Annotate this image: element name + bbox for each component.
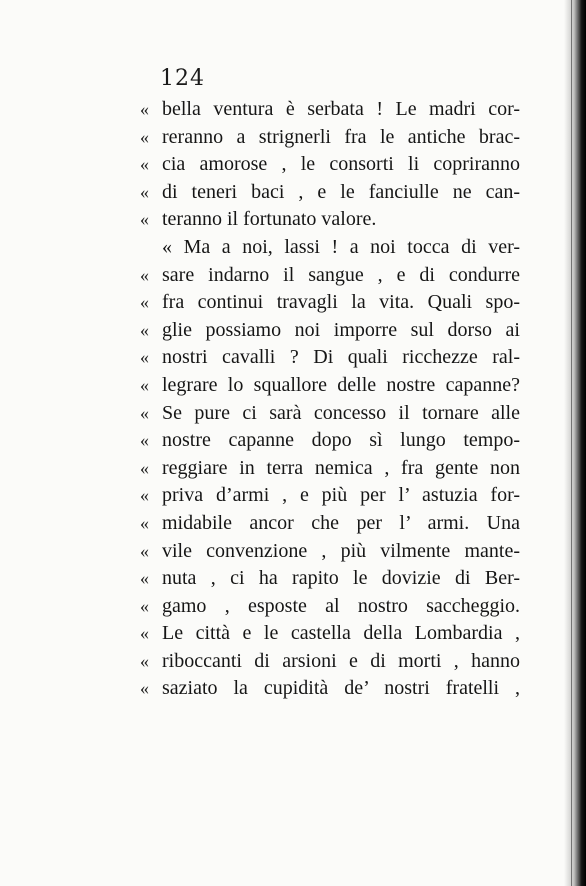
text-line bbox=[140, 510, 520, 538]
line-text: fra continui travagli la vita. Quali spo- bbox=[162, 291, 520, 314]
quote-mark: « bbox=[140, 209, 149, 230]
quote-mark: « bbox=[140, 678, 149, 699]
text-line bbox=[140, 124, 520, 152]
line-text: nostri cavalli ? Di quali ricchezze ral- bbox=[162, 346, 520, 369]
quote-mark: « bbox=[140, 181, 149, 202]
text-line bbox=[140, 317, 520, 345]
text-line bbox=[140, 565, 520, 593]
quote-mark: « bbox=[140, 650, 149, 671]
text-line bbox=[140, 620, 520, 648]
text-line bbox=[140, 289, 520, 317]
quote-mark: « bbox=[140, 457, 149, 478]
text-line bbox=[140, 206, 520, 234]
text-line bbox=[140, 96, 520, 124]
text-line bbox=[140, 344, 520, 372]
quote-mark: « bbox=[140, 430, 149, 451]
line-text: Le città e le castella della Lombardia , bbox=[162, 622, 520, 645]
quote-mark: « bbox=[140, 292, 149, 313]
line-text: priva d’armi , e più per l’ astuzia for- bbox=[162, 484, 520, 507]
text-line bbox=[140, 179, 520, 207]
text-line bbox=[140, 593, 520, 621]
text-line bbox=[140, 538, 520, 566]
text-block bbox=[140, 96, 520, 703]
line-text: glie possiamo noi imporre sul dorso ai bbox=[162, 318, 520, 341]
quote-mark: « bbox=[140, 374, 149, 395]
line-text: gamo , esposte al nostro saccheggio. bbox=[162, 594, 520, 617]
line-text: sare indarno il sangue , e di condurre bbox=[162, 263, 520, 286]
quote-mark: « bbox=[140, 347, 149, 368]
text-line bbox=[140, 427, 520, 455]
text-line bbox=[140, 262, 520, 290]
quote-mark: « bbox=[140, 540, 149, 561]
text-line bbox=[140, 675, 520, 703]
page-edge-shadow bbox=[564, 0, 586, 886]
line-text: riboccanti di arsioni e di morti , hanno bbox=[162, 649, 520, 672]
quote-mark: « bbox=[140, 126, 149, 147]
line-text: cia amorose , le consorti li copriranno bbox=[162, 153, 520, 176]
line-text: bella ventura è serbata ! Le madri cor- bbox=[162, 98, 520, 120]
line-text: di teneri baci , e le fanciulle ne can- bbox=[162, 180, 520, 203]
line-text: midabile ancor che per l’ armi. Una bbox=[162, 511, 520, 534]
line-text: vile convenzione , più vilmente mante- bbox=[162, 539, 520, 562]
quote-mark: « bbox=[140, 99, 149, 119]
quote-mark: « bbox=[140, 568, 149, 589]
line-text: « Ma a noi, lassi ! a noi tocca di ver- bbox=[162, 235, 520, 258]
line-text: nostre capanne dopo sì lungo tempo- bbox=[162, 429, 520, 452]
quote-mark: « bbox=[140, 264, 149, 285]
line-text: Se pure ci sarà concesso il tornare alle bbox=[162, 401, 520, 424]
text-line bbox=[140, 455, 520, 483]
text-line bbox=[140, 400, 520, 428]
line-text: teranno il fortunato valore. bbox=[162, 208, 377, 231]
text-line bbox=[140, 648, 520, 676]
text-line bbox=[140, 234, 520, 262]
quote-mark: « bbox=[140, 623, 149, 644]
text-line bbox=[140, 372, 520, 400]
quote-mark: « bbox=[140, 402, 149, 423]
line-text: reranno a strignerli fra le antiche brac- bbox=[162, 125, 520, 148]
quote-mark: « bbox=[140, 485, 149, 506]
line-text: saziato la cupidità de’ nostri fratelli , bbox=[162, 677, 520, 700]
quote-mark: « bbox=[140, 512, 149, 533]
quote-mark: « bbox=[140, 595, 149, 616]
page-number: 124 bbox=[160, 66, 205, 91]
quote-mark: « bbox=[140, 154, 149, 175]
text-line bbox=[140, 151, 520, 179]
line-text: legrare lo squallore delle nostre capanne? bbox=[162, 373, 520, 396]
quote-mark: « bbox=[140, 319, 149, 340]
text-line bbox=[140, 482, 520, 510]
line-text: reggiare in terra nemica , fra gente non bbox=[162, 456, 520, 479]
line-text: nuta , ci ha rapito le dovizie di Ber- bbox=[162, 567, 520, 590]
